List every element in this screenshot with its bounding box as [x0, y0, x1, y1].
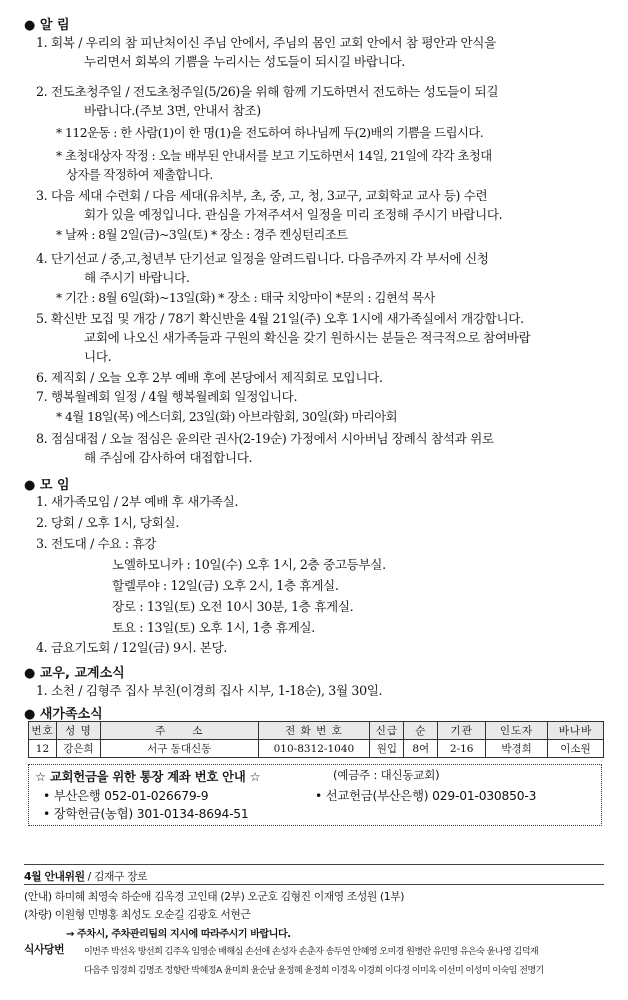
- table-header-row: [29, 722, 604, 740]
- header-cell: 성 명: [56, 722, 100, 740]
- bank-account: • 장학헌금(농협) 301-0134-8694-51: [43, 807, 249, 821]
- notice-line: 8. 점심대접 / 오늘 점심은 윤의란 권사(2-19순) 가정에서 시아버님 장례식 참석과 위로: [36, 431, 494, 446]
- guide-row: [24, 889, 404, 904]
- cell: 010-8312-1040: [258, 740, 370, 758]
- notice-line: 누리면서 회복의 기쁨을 누리시는 성도들이 되시길 바랍니다.: [84, 54, 405, 69]
- parking-row: [24, 907, 250, 922]
- meeting-line: 장로 : 13일(토) 오전 10시 30분, 1층 휴게실.: [112, 599, 354, 614]
- notice-line: 교회에 나오신 새가족들과 구원의 확신을 갖기 원하시는 분들은 적극적으로 참여바랍: [84, 330, 531, 345]
- notice-line: 2. 전도초청주일 / 전도초청주일(5/26)을 위해 함께 기도하면서 전도하는 성도들이 되길: [36, 84, 499, 99]
- header-cell: 주 소: [100, 722, 258, 740]
- bank-account: • 선교헌금(부산은행) 029-01-030850-3: [315, 789, 537, 803]
- notice-line: * 기간 : 8월 6일(화)~13일(화) * 장소 : 태국 치앙마이 *문의 : 김현석 목사: [56, 291, 435, 305]
- cell: 12: [29, 740, 57, 758]
- meeting-line: 할렐루야 : 12일(금) 오후 2시, 1층 휴게실.: [112, 578, 339, 593]
- meal-row-names: 임경희 김명조 정향란 박혜정A 윤미희 윤순남 윤정혜 윤정희 이경옥 이경희 이다경 이미옥 이선미 이성미 이숙임 전명기: [110, 966, 544, 976]
- meal-row-this-week: [84, 944, 538, 957]
- footer-divider: [24, 884, 604, 885]
- cell: 2-16: [438, 740, 486, 758]
- bank-title: ☆ 교회헌금을 위한 통장 계좌 번호 안내 ☆: [35, 770, 261, 784]
- notice-line: 7. 행복월례회 일정 / 4월 행복월례회 일정입니다.: [36, 389, 298, 404]
- bank-holder: (예금주 : 대신동교회): [333, 768, 440, 782]
- notice-line: * 날짜 : 8월 2일(금)~3일(토) * 장소 : 경주 켄싱턴리조트: [56, 228, 348, 242]
- notice-line: * 4월 18일(목) 에스더회, 23일(화) 아브라함회, 30일(화) 마리아회: [56, 410, 397, 424]
- guide-label: (안내): [24, 890, 52, 903]
- cell: 원입: [370, 740, 404, 758]
- notice-line: * 112운동 : 한 사람(1)이 한 명(1)을 전도하여 하나님께 두(2)배의 기쁨을 드립시다.: [56, 126, 484, 140]
- new-family-table: [28, 721, 604, 758]
- header-cell: 전 화 번 호: [258, 722, 370, 740]
- notice-line: 3. 다음 세대 수련회 / 다음 세대(유치부, 초, 중, 고, 청, 3교구, 교회학교 교사 등) 수련: [36, 188, 488, 203]
- notice-line: 해 주시기 바랍니다.: [84, 270, 190, 285]
- notice-line: 상자를 작정하여 제출합니다.: [66, 168, 213, 182]
- meal-row-next-week: [84, 963, 544, 976]
- header-cell: 신급: [370, 722, 404, 740]
- parking-label: (차량): [24, 908, 52, 921]
- notice-line: 니다.: [84, 349, 112, 364]
- header-cell: 기관: [438, 722, 486, 740]
- table-row: [29, 740, 604, 758]
- ushers-head: / 김재구 장로: [87, 870, 148, 883]
- meeting-line: 3. 전도대 / 수요 : 휴강: [36, 536, 157, 551]
- section-title-notices: ● 알 림: [24, 18, 70, 33]
- notice-line: * 초청대상자 작정 : 오늘 배부된 안내서를 보고 기도하면서 14일, 21일에 각각 초청대: [56, 149, 492, 163]
- ushers-heading: [24, 869, 147, 884]
- header-cell: 인도자: [486, 722, 548, 740]
- fellowship-line: 1. 소천 / 김형주 집사 부친(이경희 집사 시부, 1-18순), 3월 30일.: [36, 683, 383, 698]
- section-title-newfamily: ● 새가족소식: [24, 707, 103, 722]
- meal-label: 식사당번: [24, 943, 65, 956]
- header-cell: 바나바: [548, 722, 604, 740]
- cell: 박경희: [486, 740, 548, 758]
- meeting-line: 노엘하모니카 : 10일(수) 오후 1시, 2층 중고등부실.: [112, 557, 386, 572]
- meeting-line: 토요 : 13일(토) 오후 1시, 1층 휴게실.: [112, 620, 315, 635]
- meal-row-label: 다음주: [84, 966, 109, 976]
- cell: 서구 동대신동: [100, 740, 258, 758]
- header-cell: 번호: [29, 722, 57, 740]
- cell: 이소원: [548, 740, 604, 758]
- notice-line: 1. 회복 / 우리의 참 피난처이신 주님 안에서, 주님의 몸인 교회 안에서 참 평안과 안식을: [36, 35, 496, 50]
- section-title-fellowship: ● 교우, 교계소식: [24, 666, 125, 681]
- footer-divider: [24, 864, 604, 865]
- bank-account-box: [28, 764, 602, 826]
- parking-names: 이원형 민병홍 최성도 오순길 김광호 서현근: [54, 908, 251, 921]
- notice-line: 해 주심에 감사하여 대접합니다.: [84, 450, 253, 465]
- notice-line: 5. 확신반 모집 및 개강 / 78기 확신반을 4월 21일(주) 오후 1시에 새가족실에서 개강합니다.: [36, 311, 524, 326]
- cell: 8여: [404, 740, 438, 758]
- bank-account: • 부산은행 052-01-026679-9: [43, 789, 209, 803]
- guide-names: 하미혜 최영숙 하순애 김옥경 고인태 (2부) 오군호 김형진 이재영 조성원 (1부): [54, 890, 405, 903]
- meeting-line: 4. 금요기도회 / 12일(금) 9시. 본당.: [36, 640, 228, 655]
- notice-line: 4. 단기선교 / 중,고,청년부 단기선교 일정을 알려드립니다. 다음주까지 각 부서에 신청: [36, 251, 489, 266]
- meeting-line: 1. 새가족모임 / 2부 예배 후 새가족실.: [36, 494, 239, 509]
- header-cell: 순: [404, 722, 438, 740]
- notice-line: 회가 있을 예정입니다. 관심을 가져주셔서 일정을 미리 조정해 주시기 바랍니다.: [84, 207, 503, 222]
- cell: 강은희: [56, 740, 100, 758]
- meal-row-label: 이번주: [84, 947, 109, 957]
- ushers-title: 4월 안내위원: [24, 870, 85, 883]
- meal-row-names: 박선옥 방선희 김주옥 임영순 배해심 손선애 손성자 손춘자 송두연 안혜영 오미경 원병란 유민영 유은숙 윤나영 김덕재: [110, 947, 539, 957]
- section-title-meetings: ● 모 임: [24, 478, 70, 493]
- notice-line: 바랍니다.(주보 3면, 안내서 참조): [84, 103, 261, 118]
- parking-note: → 주차시, 주차관리팀의 지시에 따라주시기 바랍니다.: [66, 929, 291, 940]
- meeting-line: 2. 당회 / 오후 1시, 당회실.: [36, 515, 179, 530]
- notice-line: 6. 제직회 / 오늘 오후 2부 예배 후에 본당에서 제직회로 모입니다.: [36, 370, 383, 385]
